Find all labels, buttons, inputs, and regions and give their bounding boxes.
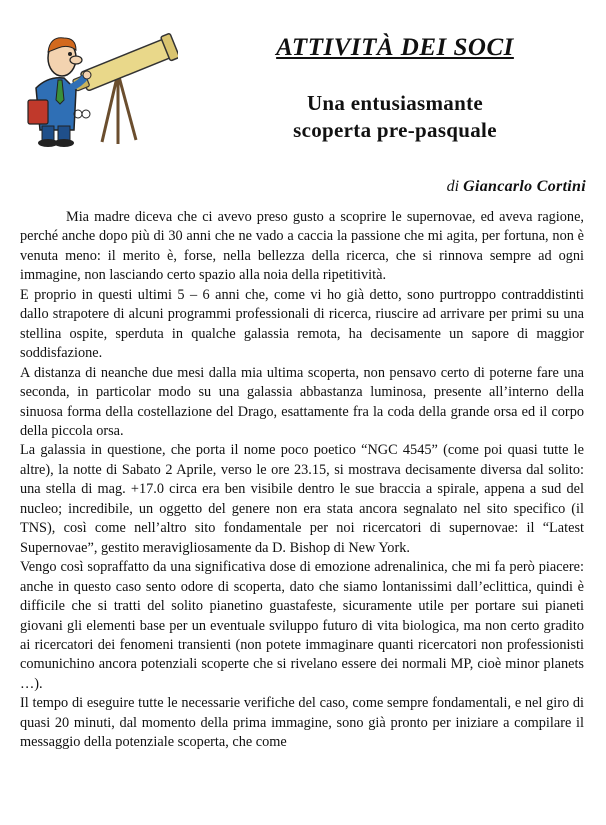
paragraph-4: La galassia in questione, che porta il nome poco poetico “NGC 4545” (come poi quasi tutte le altre), la notte di Sabato 2 Aprile, verso le ore 23.15, si mostrava decisamente diversa dal solito: una stella di mag. +17.0 circa era ben visibile dentro le sue braccia a spirale, appena a sud del nucleo; incredibile, un oggetto del genere non era stata ancora segnalato nel sito specifico (il TNS), così come nell’altro sito fondamentale per noi ricercatori di supernovae: il “Latest Supernovae”, gestito meravigliosamente da D. Bishop di New York. [20,442,584,556]
article-body [20,208,584,753]
byline [447,178,586,196]
paragraph-3: A distanza di neanche due mesi dalla mia ultima scoperta, non pensavo certo di poterne fare una seconda, in particolar modo su una galassia abbastanza luminosa, presente all’interno della sinuosa forma della costellazione del Drago, esattamente fra la coda della grande orsa ed il corpo della piccola orsa. [20,364,584,439]
paragraph-5: Vengo così sopraffatto da una significativa dose di emozione adrenalinica, che mi fa però piacere: anche in questo caso sento odore di scoperta, dato che siamo lontanissimi dall’eclittica, quindi è difficile che si tratti del solito pianetino guastafeste, sicuramente utile per portare sui pianeti giovani gli elementi base per un eventuale sviluppo futuro di vita biologica, ma non certo gradito ai ricercatori dei fenomeni transienti (non potete immaginare quanti ricercatori non professionisti comunichino ancora potenziali scoperte che si rivelano essere dei normali MP, cioè minor planets …). [20,559,584,692]
article-title [200,90,590,144]
astronomer-with-telescope-icon [18,18,178,148]
section-title: ATTIVITÀ DEI SOCI [276,34,514,61]
byline-prefix: di [446,178,460,195]
article-title-line-2: scoperta pre-pasquale [293,118,497,142]
byline-author: Giancarlo Cortini [463,178,586,195]
paragraph-2: E proprio in questi ultimi 5 – 6 anni che, come vi ho già detto, sono purtroppo contraddistinti dallo strapotere di alcuni programmi professionali di ricerca, riuscire ad arrivare per primi su una stellina ospite, sperduta in qualche galassia remota, ha decisamente un sapore di maggior soddisfazione. [20,286,584,362]
paragraph-1: Mia madre diceva che ci avevo preso gusto a scoprire le supernovae, ed aveva ragione, perché anche dopo più di 30 anni che ne vado a caccia la passione che mi agita, per fortuna, non è venuta meno: il merito è, forse, nella bellezza della ricerca, che si rinnova sempre ad ogni immagine, non lasciando certo spazio alla noia della ripetitività. [20,209,584,284]
astronomer-illustration [18,18,178,148]
paragraph-6: Il tempo di eseguire tutte le necessarie verifiche del caso, come sempre fondamentali, e nel giro di quasi 20 minuti, dal momento della prima immagine, sono già pronto per iniziare a compilare il messaggio della potenziale scoperta, che come [20,695,584,751]
article-title-line-1: Una entusiasmante [306,91,484,115]
